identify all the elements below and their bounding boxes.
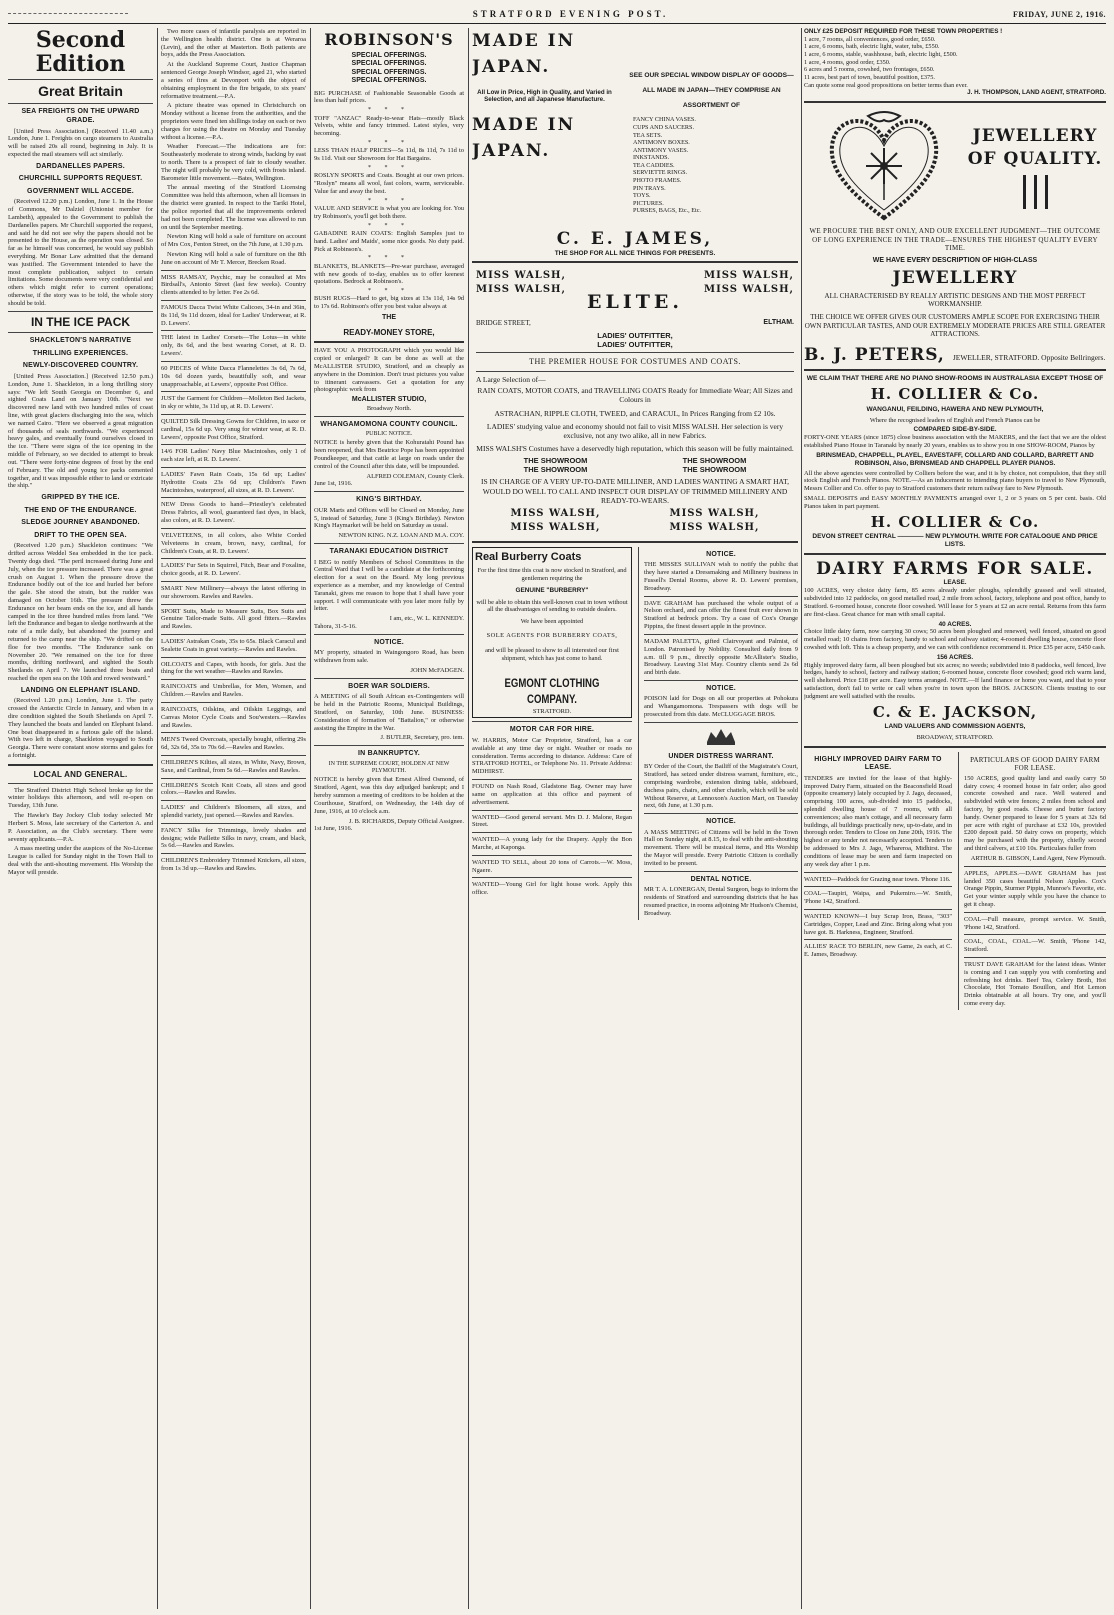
studio-ad: HAVE YOU A PHOTOGRAPH which you would like copied or enlarged? It can be done as well at the McALLISTER STUDIO, Stratford, and as cheaply as anywhere in the Dominion. Don't trust pictures you value to itinerant canvassers. Get a quotation for any photographic work from (314, 347, 464, 394)
classified-ad: ALLIES' RACE TO BERLIN, new Game, 2s each, at C. E. James, Broadway. (804, 943, 952, 959)
offer-item: TOFF "ANZAC" Ready-to-wear Hats—mostly Black Velvets, white and fancy trimmed. Latest styles, very becoming. (314, 114, 464, 138)
property-item: 1 acre, 6 rooms, stable, washhouse, bath, electric light, £500. (804, 51, 958, 59)
headline: LANDING ON ELEPHANT ISLAND. (20, 686, 141, 694)
farm-size: 40 ACRES. (938, 620, 972, 628)
notice-date: 1st June, 1916. (314, 825, 353, 833)
burberry-heading: Real Burberry Coats (475, 550, 582, 563)
headline: SHACKLETON'S NARRATIVE (29, 337, 132, 345)
burberry-agents: SOLE AGENTS FOR BURBERRY COATS, (486, 632, 618, 640)
notice-text: OUR Marts and Offices will be Closed on Monday, June 5, instead of Saturday, June 3 (King's Birthday). Newton King's Haymarket will be held on Saturday as usual. (314, 506, 464, 530)
miss-walsh-label: MISS WALSH, (510, 507, 601, 519)
goods-item: FANCY CHINA VASES. (633, 116, 696, 124)
studio-name: McALLISTER STUDIO, (351, 396, 427, 404)
burberry-text: We have been appointed (520, 618, 584, 626)
notice-signature: J. B. RICHARDS, Deputy Official Assignee. (348, 817, 464, 825)
notice-heading: BOER WAR SOLDIERS. (348, 682, 430, 690)
miss-walsh-label: MISS WALSH, (704, 270, 794, 282)
collier-name: H. COLLIER & Co. (870, 512, 1040, 531)
classified-ad: FAMOUS Dacca Twist White Calicoes, 34-in and 36in, 8s 11d, 9s 11d dozen, ideal for Ladies' Underwear, at R. D. Lewers'. (161, 304, 306, 327)
classified-ad: CHILDREN'S Kilties, all sizes, in White, Navy, Brown, Saxe, and Cardinal, from 5s 6d.—Rawles and Rawles. (161, 758, 306, 774)
showroom-label: THE SHOWROOM (523, 456, 588, 466)
article-text: A picture theatre was opened in Christchurch on Monday without a license from the authorities, and the proprietors were fined ten shillings today on each or two charges for using the theatre on Monday and Tuesday without a license.—P.A. (161, 102, 306, 141)
headline: THRILLING EXPERIENCES. (32, 349, 129, 357)
offer-item: BUSH RUGS—Hard to get, big sizes at 13s 11d, 14s 9d to 17s 6d. Robinson's offer you best value always at (314, 295, 464, 311)
notice-signature: ARTHUR B. GIBSON, Land Agent, New Plymouth. (970, 854, 1106, 862)
article-text: Two more cases of infantile paralysis are reported in the Wellington health district. One is at Weraroa (Levin), and the other at Masterton. Both patients are boys, adds the Press Association. (161, 28, 306, 59)
notice-signature: JOHN McFADGEN. (410, 667, 464, 675)
japan-ad (472, 28, 798, 215)
classified-ad: VELVETEENS, in all colors, also White Corded Velveteens in cream, brown, navy, cardinal, for Children's Coats, at R. D. Lewers'. (161, 531, 306, 555)
elite-title: ELITE. (587, 291, 683, 314)
offer-item: ROSLYN SPORTS and Coats. Bought at our own prices. "Roslyn" means all wool, fast colors, warm, serviceable. Value far and away the best. (314, 172, 464, 195)
notice-text: MR T. A. LONERGAN, Dental Surgeon, begs to inform the residents of Stratford and surrounding districts that he has resumed practice, in rooms adjoining Mr Hudson's Chemist, Broadway. (644, 886, 798, 917)
property-item: 11 acres, best part of town, beautiful position, £375. (804, 74, 935, 82)
classified-ad: FANCY Silks for Trimmings, lovely shades and designs; wide Paillette Silks in navy, cream, and black, 5s 6d.—Rawles and Rawles. (161, 826, 306, 850)
news-column-2 (161, 28, 306, 1609)
jewellery-heading: JEWELLERY OF QUALITY. (967, 126, 1103, 170)
notice-heading: NOTICE. (374, 638, 404, 646)
newspaper-title: STRATFORD EVENING POST. (472, 9, 669, 20)
james-tagline: THE SHOP FOR ALL NICE THINGS FOR PRESENTS. (554, 249, 716, 257)
goods-item: PURSES, BAGS, Etc., Etc. (633, 207, 702, 215)
farm-text: 100 ACRES, very choice dairy farm, 85 acres already under ploughs, splendidly grassed and well situated, subdivided into 12 paddocks, on good metalled road, 2 mile from school, factory, telephone and post office, handy to Stratford. 6-roomed house, concrete floor cowshed. Will lease for 5 years at £2 an acre rental. Returns from this farm are first-class. Great chance for man with small capital. (804, 587, 1106, 618)
property-heading: ONLY £25 DEPOSIT REQUIRED FOR THESE TOWN PROPERTIES ! (804, 28, 1003, 35)
pendant-bars-icon (964, 175, 1106, 209)
headline: DRIFT TO THE OPEN SEA. (34, 531, 127, 539)
classified-ad: FOUND on Nash Road, Gladstone Bag. Owner may have same on application at this office and payment of advertisement. (472, 783, 632, 806)
property-list (804, 28, 1106, 97)
notice-text: POISON laid for Dogs on all our properties at Pohokura and Whangamomona. Trespassers with dogs will be prosecuted from this date. McCLUGGAGE BROS. (644, 695, 798, 719)
farm-text: Choice little dairy farm, now carrying 30 cows; 50 acres been ploughed and renewed, well fenced, situated on good metalled road; 10 chains from factory, handy to school and railway station; 4-roomed dwelling house, concrete floor cowshed with loft. This is a cheap property, and we can with confidence recommend it. Price £35 per acre, £450 cash. (804, 628, 1106, 651)
property-item: 1 acre, 4 rooms, good order, £350. (804, 58, 891, 66)
notice-text: A MASS MEETING of Citizens will be held in the Town Hall on Sunday night, at 8.15, to deal with the anti-shouting movement. There will be musical items, and His Worship the Mayor will preside. Every Patriotic Citizen is cordially invited to be present. (644, 828, 798, 867)
property-item: 1 acre, 7 rooms, all conveniences, good order, £650. (804, 35, 936, 43)
the-label: THE (382, 314, 396, 322)
offer-item: BIG PURCHASE of Fashionable Seasonable Goods at less than half prices. (314, 89, 464, 105)
farm-size: 156 ACRES. (936, 653, 974, 661)
goods-item: PHOTO FRAMES. (633, 176, 682, 184)
ads-column-3: ROBINSON'S SPECIAL OFFERINGS. SPECIAL OFFERINGS. SPECIAL OFFERINGS. SPECIAL OFFERINGS. BIG PURCHASE of Fashionable Seasonable Goods at less than half prices. * * * TOFF "ANZAC" Ready-to-wear Hats—mostly Black Velvets, white and fancy trimmed. Latest styles, very becoming. * * * LESS THAN HALF PRICES—5s 11d, 8s 11d, 7s 11d to 9s 11d. Visit our Showroom for Hat Bargains. * * * ROSLYN SPORTS and Coats. Bought at our own prices. "Roslyn" means all wool, fast colors, warm, serviceable. Value far and away the best. * * * VALUE AND SERVICE is what you are looking for. You try Robinson's, you'll get both there. * * * GABADINE RAIN COATS: English Samples just to hand. Ladies' and Maids', some nice goods. No duty paid. Pick at Robinson's. * * * BLANKETS, BLANKETS—Pre-war purchase, averaged with new goods of to-day, enables us to offer keenest quotations. Bedrock at Robinson's. * * * BUSH RUGS—Hard to get, big sizes at 13s 11d, 14s 9d to 17s 6d. Robinson's offer you best value always at THE READY-MONEY STORE, HAVE YOU A PHOTOGRAPH which you would like copied or enlarged? It can be done as well at the McALLISTER STUDIO, Stratford, and as cheaply as anywhere in the Dominion. Don't trust pictures you value to itinerant canvassers. Get a quotation for any photographic work from McALLISTER STUDIO, Broadway North. WHANGAMOMONA COUNTY COUNCIL. PUBLIC NOTICE. NOTICE is hereby given that the Kohuratahi Pound has been reopened, that Mrs Beatrice Pope has been appointed Poundkeeper, and that cattle at large on roads under the control of the Council after this date, will be impounded. ALFRED COLEMAN, County Clerk. June 1st, 1916. KING'S BIRTHDAY. OUR Marts and Offices will be Closed on Monday, June 5, instead of Saturday, June 3 (King's Birthday). Newton King's Haymarket will be held on Saturday as usual. NEWTON KING. N.Z. LOAN AND M.A. COY. TARANAKI EDUCATION DISTRICT I BEG to notify Members of School Committees in the Central Ward that I will be a candidate at the forthcoming election for a seat on the Board. My long previous experience as a member, and my knowledge of Central Taranaki, gives me reason to hope that I shall have your support. I will communicate with you later more fully by letter. I am, etc., W. L. KENNEDY. Tahora, 31-5-16. NOTICE. MY property, situated in Waingongoro Road, has been withdrawn from sale. JOHN McFADGEN. BOER WAR SOLDIERS. A MEETING of all South African ex-Contingenters will be held in the Patriotic Rooms, Municipal Buildings, Stratford, on Saturday, 10th June. BUSINESS: Consideration of formation of "Battalion," or otherwise assisting the Empire in the War. J. BUTLER, Secretary, pro. tem. IN BANKRUPTCY. IN THE SUPREME COURT, HOLDEN AT NEW PLYMOUTH. NOTICE is hereby given that Ernest Alfred Osmond, of Stratford, Agent, was this day adjudged bankrupt; and I hereby summon a meeting of creditors to be holden at the Courthouse, Stratford, on Wednesday, the 14th day of June, 1916, at 10 o'clock a.m. J. B. RICHARDS, Deputy Official Assignee. 1st June, 1916. (314, 30, 464, 833)
classified-ad: OILCOATS and Capes, with hoods, for girls. Just the thing for the wet weather—Rawles and Rawles. (161, 660, 306, 676)
walsh-ad (472, 267, 798, 536)
goods-list (633, 116, 798, 214)
issue-date: FRIDAY, JUNE 2, 1916. (1012, 9, 1106, 19)
ads-column-5 (804, 28, 1106, 1609)
showroom-label: THE SHOWROOM (682, 465, 747, 475)
column-rule (468, 28, 469, 1609)
offer-item: BLANKETS, BLANKETS—Pre-war purchase, averaged with new goods of to-day, enables us to offer keenest quotations. Bedrock at Robinson's. (314, 262, 464, 286)
article-text: At the Auckland Supreme Court, Justice Chapman sentenced George Joseph Windsor, aged 21, who started a series of fires at Devonport with the object of obtaining employment in the fire brigade, to six years' reformative treatment.—P.A. (161, 61, 306, 100)
classified-ad: WANTED—Paddock for Grazing near town. 'Phone 116. (804, 875, 951, 883)
notice-text: NOTICE is hereby given that Ernest Alfred Osmond, of Stratford, Agent, was this day adjudged bankrupt; and I hereby summon a meeting of creditors to be holden at the Courthouse, Stratford, on Wednesday, the 14th day of June, 1916, at 10 o'clock a.m. (314, 776, 464, 815)
property-note: Can quote some real good propositions on better terms than ever. (804, 81, 968, 89)
special-offerings: SPECIAL OFFERINGS. (351, 51, 427, 59)
goods-item: INKSTANDS. (633, 154, 670, 162)
farm-text: 150 ACRES, good quality land and easily carry 50 dairy cows; 4 roomed house in fair order; also good concrete cowshed and race. Well watered and subdivided with wire fences; 2 miles from school and factory, by good roads. Cheese and butter factory handy. Owner prepared to lease for 5 years at 32s 6d per acre with right of purchase at £32 10s, provided £200 deposit paid. 50 dairy cows on property, which may be purchased with the property, chiefly second and third calvers, at £10 10s. Particulars fuller from (964, 774, 1106, 853)
property-item: 6 acres and 5 rooms, cowshed, two frontages, £650. (804, 66, 935, 74)
collier-towns: WANGANUI, FEILDING, HAWERA AND NEW PLYMOUTH, (866, 405, 1044, 413)
notice-heading: KING'S BIRTHDAY. (356, 496, 422, 504)
headline: GOVERNMENT WILL ACCEDE. (27, 187, 134, 195)
notice-heading: NOTICE. (706, 550, 736, 558)
section-heading: Great Britain (38, 83, 123, 100)
classified-ad: SMART New Millinery—always the latest offering in our showroom. Rawles and Rawles. (161, 584, 306, 600)
headline: GRIPPED BY THE ICE. (41, 494, 120, 502)
notice-text: MY property, situated in Waingongoro Road, has been withdrawn from sale. (314, 649, 464, 665)
masthead-ornament (8, 13, 128, 16)
jackson-address: BROADWAY, STRATFORD. (916, 733, 994, 741)
notice-sub: IN THE SUPREME COURT, HOLDEN AT NEW PLYMOUTH. (328, 760, 450, 775)
peters-sub: JEWELLER, STRATFORD. Opposite Bellringers. (952, 352, 1106, 362)
jewellery-text: WE PROCURE THE BEST ONLY, AND OUR EXCELLENT JUDGMENT—THE OUTCOME OF LONG EXPERIENCE IN THE TRADE—ENSURES THE HIGHEST QUALITY EVERY TIME. (809, 227, 1101, 253)
classified-ad: THE latest in Ladies' Corsets—The Lotus—in white only, 8s 6d, and the best wearing Corset, at R. D. Lewers'. (161, 334, 306, 358)
article-text: Newton King will hold a sale of furniture on the 8th June on account of Mr T. Mercer, Brecken Road. (161, 250, 306, 266)
heart-brooch-icon (804, 110, 964, 225)
article-text: [United Press Association.] (Received 11.40 a.m.) London, June 1. Freights on cargo steamers to Australia will be raised 20s all round, beginning in July. It is expected the mail steamers will act similarly. (8, 127, 153, 158)
outfitter-label: LADIES' OUTFITTER, (597, 331, 673, 341)
headline: NEWLY-DISCOVERED COUNTRY. (22, 362, 139, 370)
article-text: (Received 1.20 p.m.) London, June 1. The party crossed the Antarctic Circle in January, and when in a dire condition sighted the South Shetlands on April 7. They launched the boats and landed on Elephant Island. One boat disappeared in a furious gale off the island. With two left in charge, Shackleton voyaged to South Georgia. There were constant snow storms and gales for a fortnight. (8, 697, 153, 760)
news-column-1 (8, 28, 153, 1609)
article-text: The annual meeting of the Stratford Licensing Committee was held this afternoon, when all licenses in the district were granted. In respect to the Tariki Hotel, the police reported that all the improvements ordered had not been completed. The license was allowed to run on until the September meeting. (161, 184, 306, 231)
special-offerings: SPECIAL OFFERINGS. (351, 60, 427, 68)
headline: DARDANELLES PAPERS. (36, 162, 125, 170)
notice-heading: TARANAKI EDUCATION DISTRICT (329, 548, 449, 556)
studio-address: Broadway North. (366, 404, 412, 412)
jewellery-text: THE CHOICE WE OFFER GIVES OUR CUSTOMERS AMPLE SCOPE FOR EXERCISING THEIR OWN PARTICULAR TASTES, AND OUR EXTREMELY MODERATE PRICES ARE STILL GREATER ATTRACTIONS. (804, 312, 1106, 339)
crown-crest-icon (644, 726, 798, 749)
jewellery-heading-2: JEWELLERY (892, 268, 1018, 289)
classified-ad: LADIES' Fawn Rain Coats, 15s 6d up; Ladies' Hydrotite Coats 23s 6d up; Children's Fawn Macintoshes, waterproof, all sizes, at R. D. Lewers'. (161, 471, 306, 494)
collier-text: SMALL DEPOSITS and EASY MONTHLY PAYMENTS arranged over 1, 2 or 3 years on 5 per cent. basis. Old Pianos taken in part payment. (804, 494, 1106, 510)
walsh-text: IS IN CHARGE OF A VERY UP-TO-DATE MILLINER, AND LADIES WANTING A SMART HAT, WOULD DO WELL TO CALL AND INSPECT OUR DISPLAY OF TRIMMED MILLINERY AND READY-TO-WEARS. (481, 477, 789, 505)
walsh-street: BRIDGE STREET, (476, 318, 531, 327)
classified-ad: COAL—Taupiri, Waipa, and Pukemiro.—W. Smith, 'Phone 142, Stratford. (804, 890, 952, 906)
notice-heading: MOTOR CAR FOR HIRE. (509, 726, 595, 734)
made-in-japan-heading: MADE IN JAPAN. (472, 114, 576, 162)
egmont-town: STRATFORD. (532, 707, 572, 715)
agent-name: J. H. THOMPSON, LAND AGENT, STRATFORD. (967, 89, 1106, 97)
jewellery-text: ALL CHARACTERISED BY REALLY ARTISTIC DESIGNS AND THE MOST PERFECT WORKMANSHIP. (824, 291, 1086, 309)
special-offerings: SPECIAL OFFERINGS. (351, 77, 427, 85)
classified-ad: WANTED TO SELL, about 20 tons of Carrots.—W. Moss, Ngaere. (472, 858, 632, 874)
walsh-text: MISS WALSH'S Costumes have a deservedly high reputation, which this season will be fully maintained. (476, 444, 794, 454)
jewellery-header (804, 107, 1106, 227)
headline: CHURCHILL SUPPORTS REQUEST. (18, 175, 143, 183)
classified-list (161, 274, 306, 873)
walsh-text: A Large Selection of— (476, 375, 546, 385)
classified-ad: COAL, COAL, COAL.—W. Smith, 'Phone 142, Stratford. (964, 938, 1106, 954)
showroom-label: THE SHOWROOM (682, 456, 747, 466)
jackson-sub: LAND VALUERS AND COMMISSION AGENTS, (884, 722, 1026, 730)
collier-text: FORTY-ONE YEARS (since 1875) close business association with the MAKERS, and the fact that we are the oldest established Piano House in Taranaki by nearly 20 years, enables us to show you in one SHOW-ROOM, Pianos by (804, 434, 1106, 450)
article-text: (Received 1.20 p.m.) Shackleton continues: "We drifted across Weddel Sea embedded in the ice pack. Twenty dogs died. "The peril increased during June and July, when the ice pressure increased. There was a great crush on August 1. When the pressure drove the Endurance bodily out of the ice and hurled her before the gale. She stood the strain, but the rudder was damaged on October 16th. The pressure threw the Endurance on her beam ends on the ice, and all hands camped in the ice three hundred miles from land. "We left the Endurance and began to sledge northwards at the rate of a mile daily, but abandoned the journey and returned to the camp near the ship. "We drifted on the floe for two months. "The Endurance sank on November 20. "We remained on the ice for three months, drifting northward, and sighted the South Shetlands on April 7. We launched three boats and reached the open sea on the 10th and rowed westward." (8, 542, 153, 683)
classified-ad: CHILDREN'S Scotch Knit Coats, all sizes and good colors.—Rawles and Rawles. (161, 781, 306, 797)
goods-item: CUPS AND SAUCERS. (633, 124, 695, 132)
notice-date: June 1st, 1916. (314, 480, 353, 488)
classified-ad: SPORT Suits, Made to Measure Suits, Box Suits and Genuine Tailor-made Suits. All good fitters.—Rawles and Rawles. (161, 607, 306, 631)
farm-text: Highly improved dairy farm, all been ploughed but six acres; no weeds; subdivided into 8 paddocks, well fenced, live hedges, handy to school, factory and railway station; 6-roomed house, concrete floor cowshed; good rich warm land, well sheltered. Price £18 per acre. Easy terms arranged. NOTE.—If land finance or home you want, and that to your satisfaction, don't fail to write or call when you're in town upon the BROS. JACKSON. Clients trusting to our judgment are well satisfied with the results. (804, 661, 1106, 700)
offer-item: LESS THAN HALF PRICES—5s 11d, 8s 11d, 7s 11d to 9s 11d. Visit our Showroom for Hat Bargains. (314, 147, 464, 163)
collier-address: DEVON STREET CENTRAL ———— NEW PLYMOUTH. WRITE FOR CATALOGUE AND PRICE LISTS. (812, 532, 1098, 548)
dairy-farms-heading: DAIRY FARMS FOR SALE. (816, 558, 1094, 579)
made-in-japan-heading: MADE IN JAPAN. (472, 31, 576, 78)
classified-ad: QUILTED Silk Dressing Gowns for Children, in saxe or cardinal, 15s 6d up. Very snug for winter wear, at R. D. Lewers', opposite Post Office, Stratford. (161, 417, 306, 441)
property-item: 1 acre, 6 rooms, bath, electric light, water, tubs, £550. (804, 43, 940, 51)
notice-heading: IN BANKRUPTCY. (358, 750, 420, 758)
notice-heading: NOTICE. (706, 818, 736, 826)
article-text: (Received 12.20 p.m.) London, June 1. In the House of Commons, Mr Dalziel (Unionist member for Lambeth), appealed to the Government to publish the Dardanelles papers. Mr Churchill supported the request, and said he did not see why the papers should not be presented to the House, as the operation was closed. So far as he himself was concerned, he would say publish everything. Mr Bonar Law admitted that the demand was justified. The Government intended to have the most complete publication, subject to certain limitations. Some documents were very confidential and others which might refer to current operations; otherwise, if the story was to be told, the whole story should be told. (8, 198, 153, 307)
article-text: [United Press Association.] (Received 12.50 p.m.) London, June 1. Shackleton, in a long thrilling story says: "We left South Georgia on December 6, and sighted Coats Land on January 10th. "Next we discovered new land with two hundred miles of coast line, with great glaciers discharging into the sea, which we named Cairo. "Here we observed a great migration of thousands of seals northwards. "We experienced heavy gales, and eventually found ourselves closed in the ice. "There were signs of the ice opening in the middle of February, so we decided to attempt to break out. "There were forty-nine degrees of frost by the end of February. The old and young ice packs cemented together, and it was impossible either to land or extricate the ship." (8, 372, 153, 490)
showroom-label: THE SHOWROOM (523, 465, 588, 475)
classified-ad: WANTED—Young Girl for light house work. Apply this office. (472, 881, 632, 897)
column-rule (801, 28, 802, 1609)
notice-signature: ALFRED COLEMAN, County Clerk. (366, 472, 464, 480)
miss-walsh-label: MISS WALSH, (476, 284, 566, 296)
classified-ad: LADIES' Fur Sets in Squirrel, Fitch, Bear and Foxaline, choice goods, at R. D. Lewers'. (161, 562, 306, 578)
outfitter-label: LADIES' OUTFITTER, (597, 340, 673, 350)
notice-text: NOTICE is hereby given that the Kohuratahi Pound has been reopened, that Mrs Beatrice Pope has been appointed Poundkeeper, and that cattle at large on roads under the control of the Council after this date, will be impounded. (314, 439, 464, 470)
notice-heading: WHANGAMOMONA COUNTY COUNCIL. (320, 420, 458, 428)
headline: LOCAL AND GENERAL. (33, 769, 128, 779)
ads-column-4 (472, 28, 798, 1609)
japan-tagline: All Low in Price, High in Quality, and Varied in Selection, and all Japanese Manufacture. (477, 88, 612, 104)
notice-signature: NEWTON KING. N.Z. LOAN AND M.A. COY. (338, 532, 464, 540)
classified-ad: 14/6 FOR Ladies' Navy Blue Macintoshes, only 1 of each size left, at R. D. Lewers'. (161, 448, 306, 464)
classified-ad: TRUST DAVE GRAHAM for the latest ideas. Winter is coming and I can supply you with comforting and refreshing hot drinks. Beef Tea, Celery Broth, Hot Chocolate, Hot Tomato Bouillon, and Hot Lemon Drinks obtainable at all hours. Try one, and you'll come every day. (964, 961, 1106, 1008)
notice-heading: PARTICULARS OF GOOD DAIRY FARM FOR LEASE. (970, 755, 1100, 773)
section-heading: IN THE ICE PACK (30, 314, 131, 329)
miss-walsh-label: MISS WALSH, (476, 270, 566, 282)
burberry-text: For the first time this coat is now stocked in Stratford, and gentlemen requiring the (477, 567, 627, 582)
column-rule (310, 28, 311, 1609)
notice-text: THE MISSES SULLIVAN wish to notify the public that they have started a Dressmaking and Millinery business in Fussell's Dental Rooms, above R. D. Lewers' premises, Broadway. (644, 561, 798, 592)
goods-item: PIN TRAYS. (633, 184, 666, 192)
masthead (8, 6, 1106, 24)
classified-ad: JUST the Garment for Children—Molleton Bed Jackets, in sky or white, 3s 11d up, at R. D. Lewers'. (161, 395, 306, 411)
edition-heading: Second Edition (35, 28, 126, 78)
headline: SLEDGE JOURNEY ABANDONED. (21, 519, 140, 527)
notice-heading: NOTICE. (706, 684, 736, 692)
article-text: Weather Forecast.—The indications are for: Southeasterly moderate to strong winds, backing by east to north. There is a prospect of fair to cloudy weather. The night will probably be very cold, with frosts inland. Barometer little movement.—Bates, Wellington. (161, 143, 306, 182)
premier-house: THE PREMIER HOUSE FOR COSTUMES AND COATS. (529, 357, 741, 367)
robinsons-title: ROBINSON'S (324, 30, 454, 49)
headline: THE END OF THE ENDURANCE. (24, 506, 137, 514)
miss-walsh-label: MISS WALSH, (510, 521, 601, 533)
notice-heading: UNDER DISTRESS WARRANT. (668, 752, 774, 760)
article-text: The Hawke's Bay Jockey Club today selected Mr Herbert S. Moss, late secretary of the Carterton A. and P. Association, as the Club's secretary. There were seventy applicants.—P.A. (8, 812, 153, 843)
miss-walsh-label: MISS WALSH, (704, 284, 794, 296)
peters-name: B. J. PETERS, (804, 344, 945, 365)
article-text: A mass meeting under the auspices of the No-License League is called for Sunday night in the Town Hall to deal with the anti-shouting movement. His Worship the Mayor will preside. (8, 845, 153, 876)
notice-heading: DENTAL NOTICE. (690, 875, 752, 883)
classified-ad: MADAM PALETTA, gifted Clairvoyant and Palmist, of London. Patronised by Nobility. Consulted daily from 9 a.m. till 9 p.m., directly opposite McAllister's Studio, Broadway. Leaving 31st May. Country clients send 2s 6d and birth date. (644, 637, 798, 677)
offer-item: GABADINE RAIN COATS: English Samples just to hand. Ladies' and Maids', some nice goods. No duty paid. Pick at Robinson's. (314, 229, 464, 253)
window-display-text: SEE OUR SPECIAL WINDOW DISPLAY OF GOODS—ALL MADE IN JAPAN—THEY COMPRISE AN ASSORTMENT OF (629, 72, 794, 110)
classified-ad: RAINCOATS, Oilskins, and Oilskin Leggings, and Canvas Motor Cycle Coats and Sou'westers.—Rawles and Rawles. (161, 705, 306, 729)
collier-claim: WE CLAIM THAT THERE ARE NO PIANO SHOW-ROOMS IN AUSTRALASIA EXCEPT THOSE OF (806, 375, 1104, 383)
egmont-clothing: EGMONT CLOTHING COMPANY. (504, 676, 600, 707)
burberry-text: and will be pleased to show to all interested our first shipment, which has just come to hand. (485, 646, 619, 662)
classified-ad: RAINCOATS and Umbrellas, for Men, Women, and Children.—Rawles and Rawles. (161, 683, 306, 699)
walsh-text: ASTRACHAN, RIPPLE CLOTH, TWEED, and CARACUL, In Prices Ranging from £2 10s. (494, 408, 776, 418)
notice-text: A MEETING of all South African ex-Contingenters will be held in the Patriotic Rooms, Municipal Buildings, Stratford, on Saturday, 10th June. BUSINESS: Consideration of formation of "Battalion," or otherwise assisting the Empire in the War. (314, 693, 464, 732)
goods-item: SERVIETTE RINGS. (633, 169, 688, 177)
special-offerings: SPECIAL OFFERINGS. (351, 68, 427, 76)
classified-ad: DAVE GRAHAM has purchased the whole output of a Nelson orchard, and can offer the finest fruit ever shown in Stratford at bedrock prices. Try a case of Cox's Orange Pippins, the finest dessert apple in the province. (644, 599, 798, 631)
burberry-ad (472, 547, 632, 719)
classified-ad: WANTED KNOWN—I buy Scrap Iron, Brass, "303" Cartridges, Copper, Lead and Zinc. Bring along what you have got. B. Harkness, Engineer, Stratford. (804, 912, 952, 936)
classified-ad: 60 PIECES of White Dacca Flannelettes 3s 6d, 7s 6d, 10s 6d dozen yards, beautifully soft, and wear unapproachable, at Lewers', opposite Post Office. (161, 364, 306, 388)
lease-label: LEASE. (943, 579, 967, 587)
notice-text: BY Order of the Court, the Bailiff of the Magistrate's Court, Stratford, has seized under distress warrant, furniture, etc., comprising wardrobe, extension dining table, sideboard, duchess pairs, chairs, and other chattels, which will be sold Without Reserve, at Lennoxon's Auction Mart, on Tuesday next, 6th June, at 1.30 p.m. (644, 763, 798, 810)
jewellery-desc: WE HAVE EVERY DESCRIPTION OF HIGH-CLASS (872, 256, 1038, 264)
collier-name: H. COLLIER & Co. (870, 385, 1040, 404)
classified-ad: APPLES, APPLES.—DAVE GRAHAM has just landed 350 cases beautiful Nelson Apples. Cox's Orange Pippin, Sturmer Pippin, Munroe's Favorite, etc. Get your winter supply while you have the chance to get it cheap. (964, 869, 1106, 908)
column-rule (157, 28, 158, 1609)
classified-ad: MISS RAMSAY, Psychic, may be consulted at Mrs Birdsall's, Antonio Street (last few weeks). Country clients attended to by letter. Fee 2s 6d. (161, 273, 306, 297)
goods-item: ANTIMONY BOXES. (633, 139, 690, 147)
notice-sub: PUBLIC NOTICE. (365, 431, 413, 438)
goods-item: TEA CADDIES. (633, 161, 675, 169)
notice-signature: I am, etc., W. L. KENNEDY. (389, 615, 464, 623)
article-text: Newton King will hold a sale of furniture on account of Mrs Cox, Fenton Street, on the 7th June, at 1.30 p.m. (161, 233, 306, 249)
miss-walsh-label: MISS WALSH, (669, 521, 760, 533)
goods-item: PICTURES. (633, 199, 664, 207)
classified-ad: CHILDREN'S Embroidery Trimmed Knickers, all sizes, from 1s 3d up.—Rawles and Rawles. (161, 857, 306, 873)
james-title: C. E. JAMES, (556, 228, 714, 249)
farm-text: TENDERS are invited for the lease of that highly-improved Dairy Farm, situated on the Beaconsfield Road (opposite creamery) lately occupied by J. Jago, deceased, comprising 100 acres, sub-divided into 15 paddocks, splendid dwelling house of 7 rooms, with all conveniences; also man's cottage, and all necessary farm buildings, all buildings practically new, up-to-date, and in thorough order. Tenders to Close on June 20th, 1916. The highest or any tender not necessarily accepted. Tenders to be addressed to Mrs J. Jago, Whareroa, Midhirst. The conditions of lease may be seen and farm inspected on any week day after 1 p.m. (804, 774, 952, 868)
offer-item: VALUE AND SERVICE is what you are looking for. You try Robinson's, you'll get both there. (314, 205, 464, 220)
notice-text: W. HARRIS, Motor Car Proprietor, Stratford, has a car available at any time day or night. Weather or roads no consideration. Terms according to distance. Address: Care of STRATFORD HOTEL, or Telephone No. 11. Private Address: MIDHIRST. (472, 737, 632, 776)
compared-label: COMPARED SIDE-BY-SIDE. (913, 426, 997, 434)
piano-makers: BRINSMEAD, CHAPPELL, PLAYEL, EAVESTAFF, COLLARD AND COLLARD, BARRETT AND ROBINSON, Also, BRINSMEAD AND CHAPPELL PLAYER PIANOS. (816, 451, 1094, 467)
collier-text: Where the recognised leaders of English and French Pianos can be (869, 416, 1041, 424)
classified-ad: WANTED—A young lady for the Drapery. Apply the Bon Marche, at Kaponga. (472, 836, 632, 851)
jackson-name: C. & E. JACKSON, (872, 702, 1038, 721)
notice-signature: J. BUTLER, Secretary, pro. tem. (380, 734, 464, 742)
walsh-text: LADIES' studying value and economy should not fail to visit MISS WALSH. Her selection is very exclusive, not any two alike, all in new Fabrics. (486, 421, 784, 440)
goods-item: TEA SETS. (633, 131, 663, 139)
notice-date: Tahora, 31-5-16. (314, 623, 357, 631)
notice-text: I BEG to notify Members of School Committees in the Central Ward that I will be a candidate at the forthcoming election for a seat on the Board. My long previous experience as a member, and my knowledge of Central Taranaki, gives me reason to hope that I shall have your support. I will communicate with you later more fully by letter. (314, 558, 464, 613)
classified-ad: WANTED—Good general servant. Mrs D. J. Malone, Regan Street. (472, 813, 632, 829)
store-name: READY-MONEY STORE, (343, 327, 435, 337)
headline: SEA FREIGHTS ON THE UPWARD GRADE. (21, 108, 140, 124)
notice-heading: HIGHLY IMPROVED DAIRY FARM TO LEASE. (814, 755, 942, 772)
burberry-genuine: GENUINE "BURBERRY" (515, 586, 589, 594)
walsh-town: ELTHAM. (763, 318, 794, 326)
collier-text: All the above agencies were controlled by Colliers before the war, and it is by choice, not compulsion, that they still stock English and French Pianos. NOTE.—As an inducement to intending piano buyers to travel to New Plymouth, Messrs Collier and Co. offer to pay to Stratford customers their return railway fare to New Plymouth. (804, 469, 1106, 493)
goods-item: ANTIMONY VASES. (633, 146, 689, 154)
classified-ad: LADIES' Astrakan Coats, 35s to 65s. Black Caracul and Sealette Coats in great variety.—Rawles and Rawles. (161, 638, 306, 653)
classified-ad: NEW Dress Goods to hand—Priestley's celebrated Dress Fabrics, all wool, guaranteed fast dyes, in black, also colors, at R. D. Lewers'. (161, 501, 306, 525)
miss-walsh-label: MISS WALSH, (669, 507, 760, 519)
walsh-text: RAIN COATS, MOTOR COATS, and TRAVELLING COATS Ready for Immediate Wear; All Sizes and Colours in (477, 386, 793, 405)
article-text: The Stratford District High School broke up for the winter holidays this afternoon, and will re-open on Tuesday, 13th June. (8, 786, 153, 810)
classified-ad: COAL—Full measure, prompt service. W. Smith, 'Phone 142, Stratford. (964, 915, 1106, 931)
classified-ad: LADIES' and Children's Bloomers, all sizes, and splendid variety, just opened.—Rawles and Rawles. (161, 804, 306, 819)
goods-item: TOYS. (633, 192, 651, 200)
classified-ad: MEN'S Tweed Overcoats, specially bought, offering 29s 6d, 32s 6d, 35s to 70s 6d.—Rawles and Rawles. (161, 736, 306, 752)
burberry-text: will be able to obtain this well-known coat in town without all the disadvantages of sending to outside dealers. (476, 598, 628, 614)
